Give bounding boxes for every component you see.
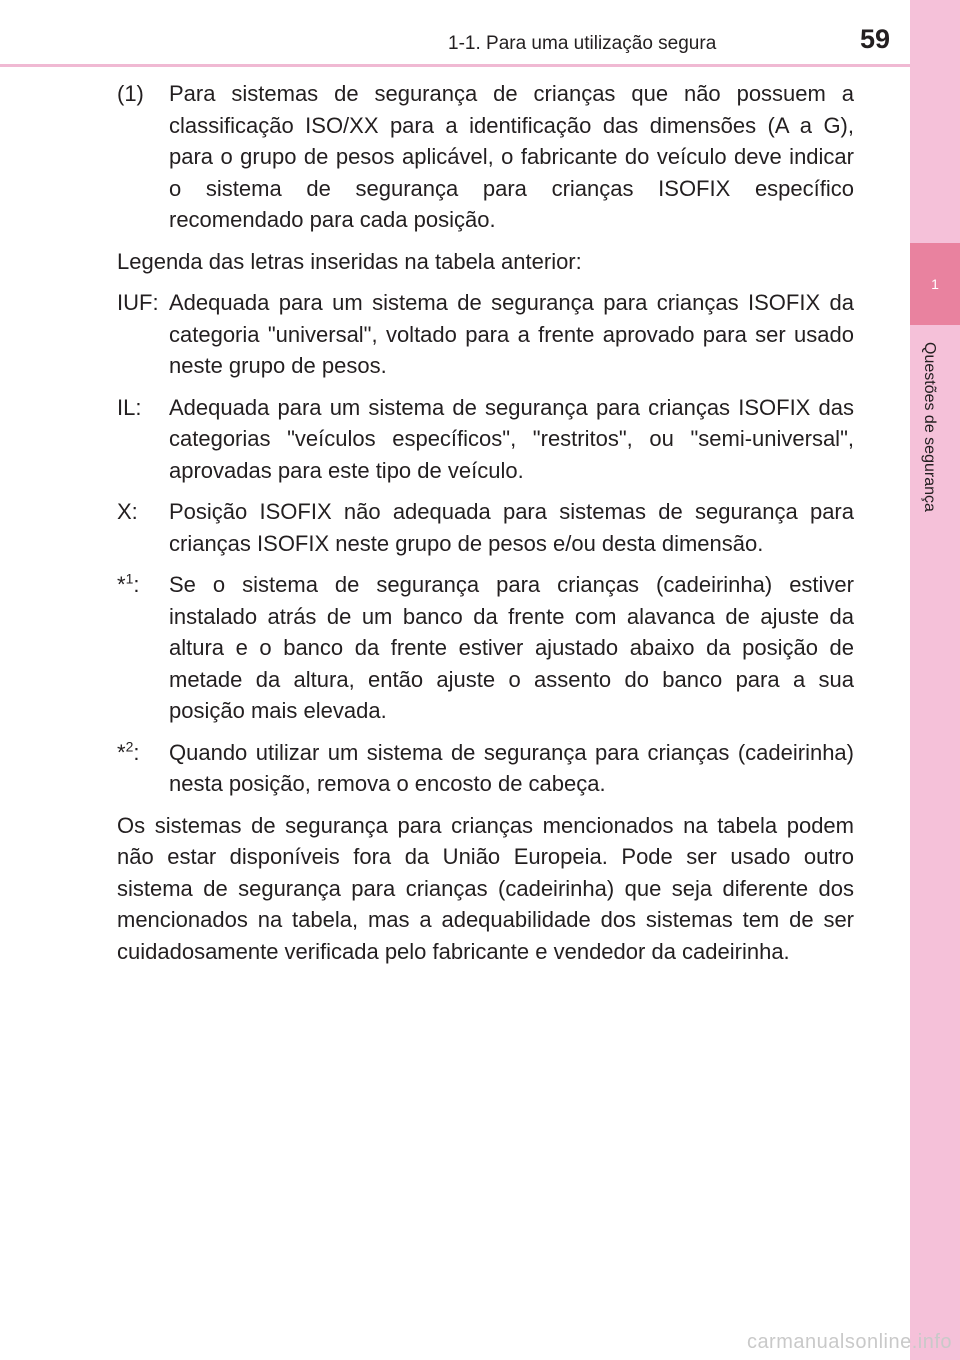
note-1 <box>117 78 854 236</box>
legend-label: IL: <box>117 394 142 420</box>
footnote-number: 2 <box>125 738 134 755</box>
chapter-label: Questões de segurança <box>921 342 938 512</box>
footnote-text: Se o sistema de segurança para crianças (cadeirinha) estiver instalado atrás de um banco da frente com alavanca de ajuste da altura e o banco da frente estiver ajustado abaixo da posição de metade da altura, então ajuste o assento do banco para a sua posição mais elevada. <box>169 572 854 723</box>
note-1-label: (1) <box>117 81 144 106</box>
watermark: carmanualsonline.info <box>746 1331 952 1353</box>
legend-item-x <box>117 496 854 559</box>
chapter-number: 1 <box>931 276 939 292</box>
footnote-asterisk: * <box>117 572 126 597</box>
note-1-text: Para sistemas de segurança de crianças que não possuem a classificação ISO/XX para a identificação das dimensões (A a G), para o grupo de pesos aplicável, o fabricante do veículo deve indicar o sistema de segurança para crianças ISOFIX específico recomendado para cada posição. <box>169 81 854 232</box>
legend-intro: Legenda das letras inseridas na tabela anterior: <box>117 248 582 274</box>
legend-item-iuf <box>117 287 854 382</box>
footnote-number: 1 <box>125 570 134 587</box>
footnote-marker <box>117 569 169 727</box>
legend-text: Adequada para um sistema de segurança para crianças ISOFIX das categorias "veículos específicos", "restritos", ou "semi-universal", aprovadas para este tipo de veículo. <box>169 394 854 483</box>
footnote-2 <box>117 737 854 800</box>
legend-text: Adequada para um sistema de segurança para crianças ISOFIX da categoria "universal", voltado para a frente aprovado para ser usado neste grupo de pesos. <box>169 290 854 378</box>
closing-paragraph: Os sistemas de segurança para crianças mencionados na tabela podem não estar disponíveis fora da União Europeia. Pode ser usado outro sistema de segurança para crianças (cadeirinha) que seja diferente dos mencionados na tabela, mas a adequabilidade dos sistemas tem de ser cuidadosamente verificada pelo fabricante e vendedor da cadeirinha. <box>117 812 854 964</box>
legend-text: Posição ISOFIX não adequada para sistemas de segurança para crianças ISOFIX neste grupo de pesos e/ou desta dimensão. <box>169 499 854 556</box>
footnote-text: Quando utilizar um sistema de segurança para crianças (cadeirinha) nesta posição, remova o encosto de cabeça. <box>169 739 854 796</box>
footnote-1 <box>117 569 854 727</box>
footnote-marker <box>117 737 169 800</box>
side-tab <box>910 0 960 1360</box>
page-number: 59 <box>859 24 890 54</box>
footnote-colon: : <box>133 572 140 597</box>
footnote-colon: : <box>133 739 140 765</box>
header-rule <box>0 64 910 67</box>
legend-label: X: <box>117 499 138 524</box>
page-content <box>117 78 854 977</box>
chapter-box <box>910 243 960 325</box>
legend-label: IUF: <box>117 290 159 315</box>
section-title: 1-1. Para uma utilização segura <box>448 33 717 54</box>
legend-item-il <box>117 392 854 487</box>
footnote-asterisk: * <box>117 739 126 765</box>
